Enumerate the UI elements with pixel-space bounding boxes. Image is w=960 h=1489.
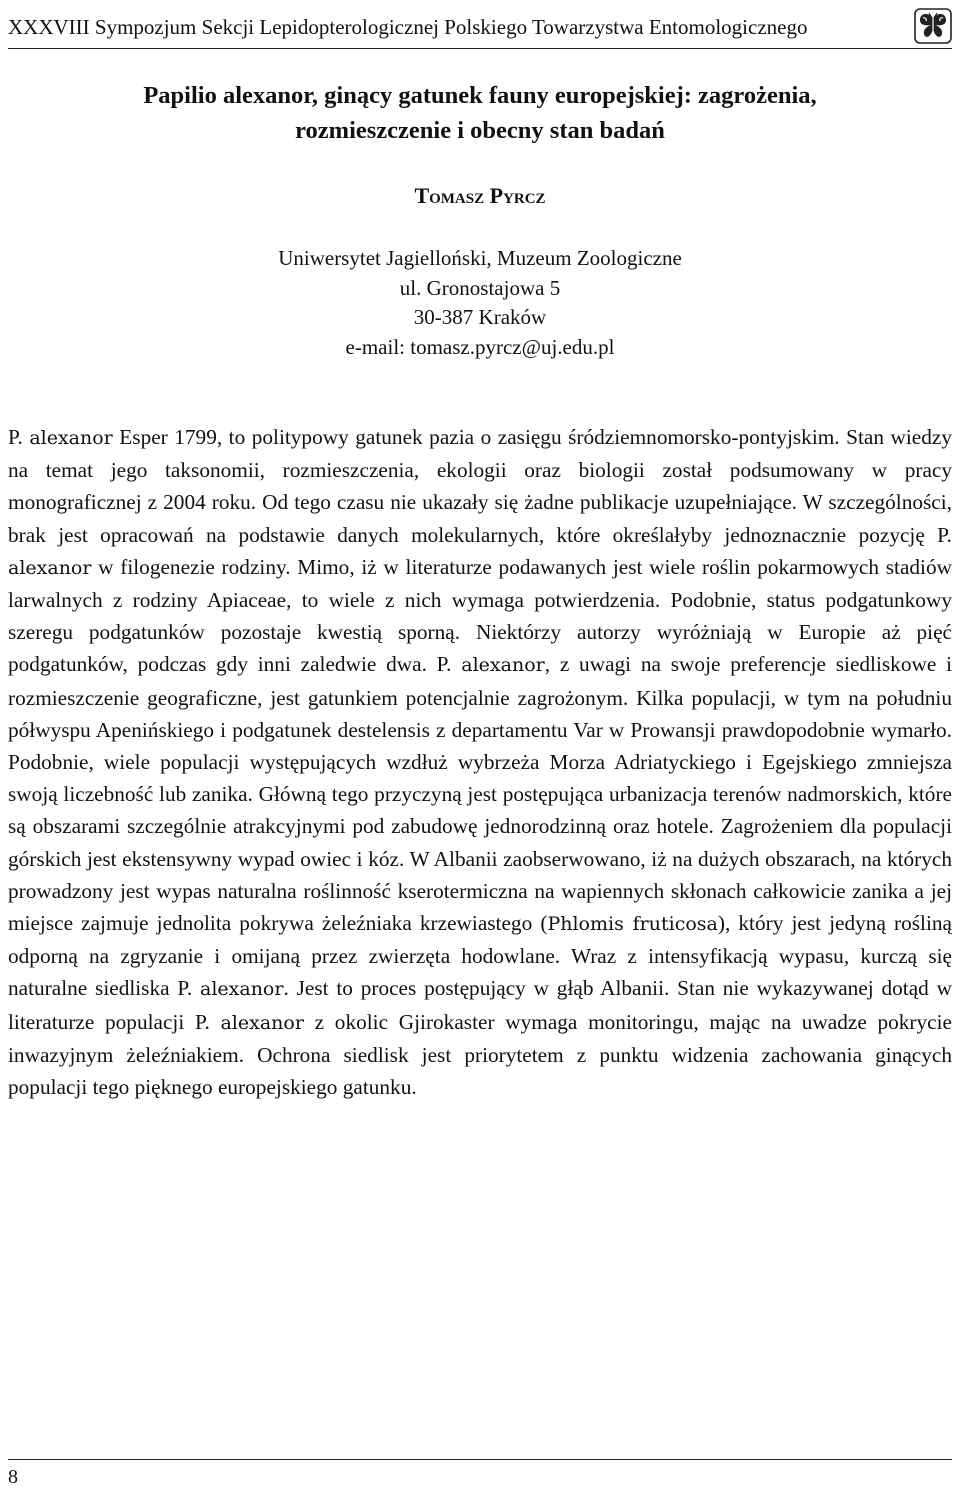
abstract-paragraph [8,421,952,1103]
abstract-text: Esper 1799, to politypowy gatunek pazia o zasięgu śródziemnomorsko-pontyjskim. Stan wiedzy na temat jego taksonomii, rozmieszczenia, ekologii oraz biologii został podsumowany w pracy monograficznej z 2004 roku. Od tego czasu nie ukazały się żadne publikacje uzupełniające. W szczególności, brak jest opracowań na podstawie danych molekularnych, które określałyby jednoznacznie pozycję P. [8,425,952,547]
abstract-text: ), który jest jedyną rośliną odporną na zgryzanie i omijaną przez zwierzęta hodowlane. Wraz z intensyfikacją wypasu, kurczą się naturalne siedliska P. [8,911,952,1001]
abstract-text: , z uwagi na swoje preferencje siedliskowe i rozmieszczenie geograficzne, jest gatunkiem potencjalnie zagrożonym. Kilka populacji, w tym na południu półwyspu Apenińskiego i podgatunek destelensis z departamentu Var w Prowansji prawdopodobnie wymarło. Podobnie, wiele populacji występujących wzdłuż wybrzeża Morza Adriatyckiego i Egejskiego zmniejsza swoją liczebność lub zanika. Główną tego przyczyną jest postępująca urbanizacja terenów nadmorskich, które są obszarami szczególnie atrakcyjnymi pod zabudowę jednorodzinną oraz hotele. Zagrożeniem dla populacji górskich jest ekstensywny wypad owiec i kóz. W Albanii zaobserwowano, iż na dużych obszarach, na których prowadzony jest wypas naturalna roślinność kserotermiczna na wapiennych skłonach całkowicie zanika a jej miejsce zajmuje jednolita pokrywa żeleźniaka krzewiastego ( [8,652,952,936]
butterfly-icon [914,8,952,44]
species-name: alexanor [220,1011,304,1034]
author-name: Tomasz Pyrcz [414,183,546,208]
running-title: XXXVIII Sympozjum Sekcji Lepidopterologicznej Polskiego Towarzystwa Entomologicznego [8,15,808,39]
affiliation-street: ul. Gronostajowa 5 [399,275,561,300]
title-line-1: Papilio alexanor, ginący gatunek fauny europejskiej: zagrożenia, [143,82,817,109]
affiliation-email: e-mail: tomasz.pyrcz@uj.edu.pl [345,334,615,359]
paper-title [0,78,960,148]
abstract-text: w filogenezie rodziny. Mimo, iż w literaturze podawanych jest wiele roślin pokarmowych stadiów larwalnych z rodziny Apiaceae, to wiele z nich wymaga potwierdzenia. Podobnie, status podgatunkowy szeregu podgatunków pozostaje kwestią sporną. Niektórzy autorzy wyróżniają w Europie aż pięć podgatunków, podczas gdy inni zaledwie dwa. P. [8,554,952,677]
running-header [8,8,952,49]
plant-name: Phlomis fruticosa [547,913,718,936]
abstract-text: . Jest to proces postępujący w głąb Albanii. Stan nie wykazywanej dotąd w literaturze populacji P. [8,976,953,1034]
title-line-2: rozmieszczenie i obecny stan badań [295,117,665,144]
footer-divider [8,1459,952,1460]
abstract-text: P. [8,425,30,449]
species-name: alexanor [461,654,545,677]
affiliation-institution: Uniwersytet Jagielloński, Muzeum Zoologiczne [278,246,682,270]
species-name: alexanor [29,427,113,449]
affiliation-city: 30-387 Kraków [413,305,547,329]
affiliation [0,244,960,362]
abstract-text: z okolic Gjirokaster wymaga monitoringu, mając na uwadze pokrycie inwazyjnym żeleźniakiem. Ochrona siedlisk jest priorytetem z punktu widzenia zachowania ginących populacji tego pięknego europejskiego gatunku. [8,1009,952,1100]
page-number: 8 [8,1466,18,1488]
species-name: alexanor [8,556,92,579]
species-name: alexanor [200,978,284,1001]
